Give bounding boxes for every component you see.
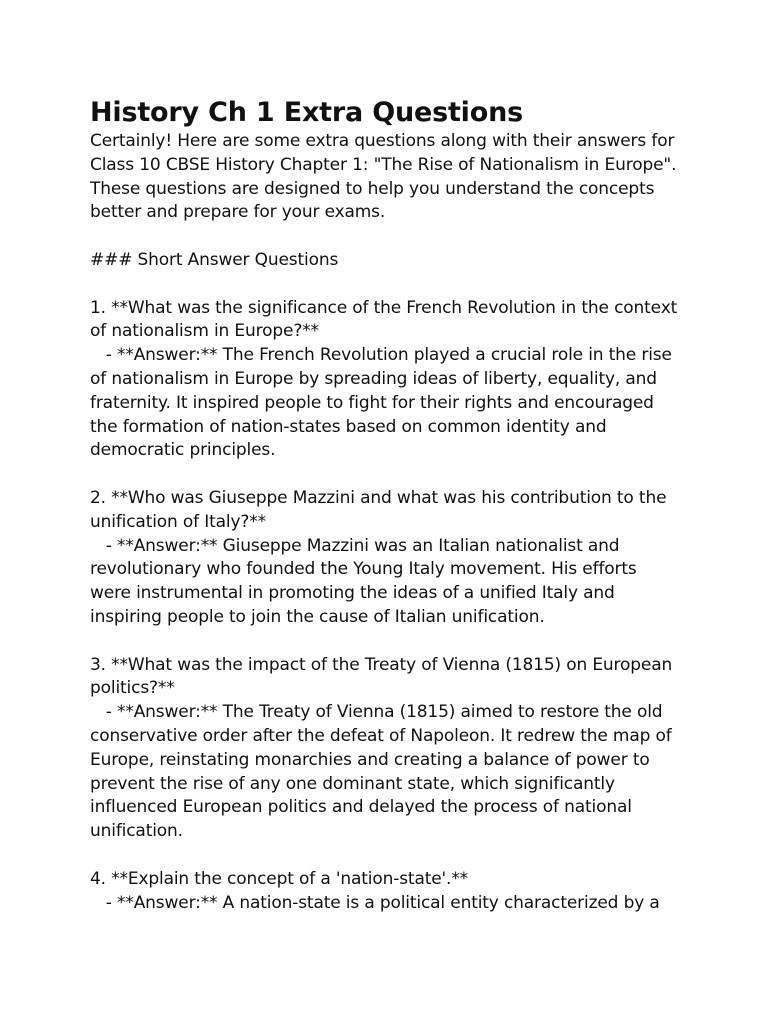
answer-line: the formation of nation-states based on common identity and bbox=[90, 416, 607, 437]
answer-line: fraternity. It inspired people to fight for their rights and encouraged bbox=[90, 392, 654, 413]
intro-line: These questions are designed to help you understand the concepts bbox=[90, 178, 655, 199]
answer-line: unification. bbox=[90, 821, 183, 842]
answer-line: - **Answer:** The French Revolution played a crucial role in the rise bbox=[90, 345, 672, 366]
intro-line: better and prepare for your exams. bbox=[90, 202, 386, 223]
question-1 bbox=[90, 297, 690, 464]
answer-line: revolutionary who founded the Young Italy movement. His efforts bbox=[90, 559, 637, 580]
answer-line: democratic principles. bbox=[90, 440, 276, 461]
question-line: of nationalism in Europe?** bbox=[90, 321, 319, 342]
spacer bbox=[90, 225, 690, 249]
intro-paragraph bbox=[90, 130, 690, 225]
spacer bbox=[90, 273, 690, 297]
answer-line: influenced European politics and delayed the process of national bbox=[90, 797, 632, 818]
question-line: 1. **What was the significance of the French Revolution in the context bbox=[90, 297, 678, 318]
question-line: 3. **What was the impact of the Treaty of Vienna (1815) on European bbox=[90, 654, 673, 675]
spacer bbox=[90, 630, 690, 654]
answer-line: were instrumental in promoting the ideas of a unified Italy and bbox=[90, 583, 615, 604]
intro-line: Class 10 CBSE History Chapter 1: "The Rise of Nationalism in Europe". bbox=[90, 154, 677, 175]
question-line: 2. **Who was Giuseppe Mazzini and what was his contribution to the bbox=[90, 487, 667, 508]
question-2 bbox=[90, 487, 690, 630]
question-line: 4. **Explain the concept of a 'nation-state'.** bbox=[90, 868, 469, 889]
document-page bbox=[90, 96, 690, 915]
question-line: politics?** bbox=[90, 678, 175, 699]
document-title: History Ch 1 Extra Questions bbox=[90, 97, 523, 128]
intro-line: Certainly! Here are some extra questions along with their answers for bbox=[90, 131, 675, 151]
section-heading: ### Short Answer Questions bbox=[90, 249, 339, 270]
question-line: unification of Italy?** bbox=[90, 511, 266, 532]
answer-line: - **Answer:** The Treaty of Vienna (1815) aimed to restore the old bbox=[90, 702, 663, 723]
question-4 bbox=[90, 868, 690, 916]
answer-line: Europe, reinstating monarchies and creating a balance of power to bbox=[90, 749, 650, 770]
question-3 bbox=[90, 654, 690, 844]
spacer bbox=[90, 463, 690, 487]
answer-line: inspiring people to join the cause of Italian unification. bbox=[90, 606, 545, 627]
answer-line: - **Answer:** A nation-state is a political entity characterized by a bbox=[90, 892, 660, 913]
spacer bbox=[90, 844, 690, 868]
answer-line: of nationalism in Europe by spreading ideas of liberty, equality, and bbox=[90, 368, 657, 389]
answer-line: conservative order after the defeat of Napoleon. It redrew the map of bbox=[90, 725, 672, 746]
answer-line: - **Answer:** Giuseppe Mazzini was an Italian nationalist and bbox=[90, 535, 620, 556]
answer-line: prevent the rise of any one dominant state, which significantly bbox=[90, 773, 615, 794]
